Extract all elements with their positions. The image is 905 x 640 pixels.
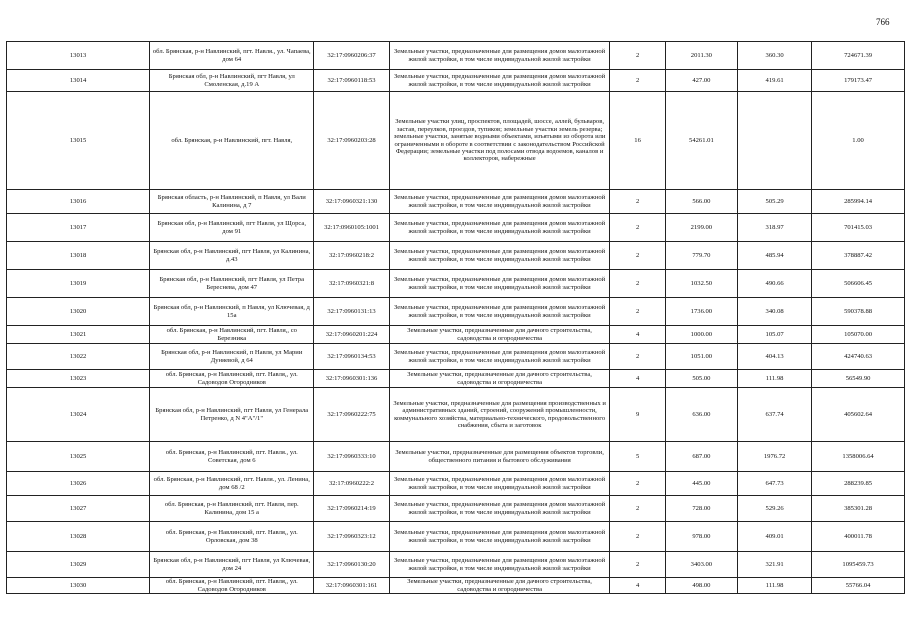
row-number: 13020 <box>7 298 150 326</box>
row-number: 13015 <box>7 92 150 190</box>
specific-value-cell: 647.73 <box>738 472 812 496</box>
cadastral-value-cell: 400011.78 <box>812 522 905 552</box>
area-cell: 687.00 <box>665 442 737 472</box>
land-use-cell: Земельные участки, предназначенные для дачного строительства, садоводства и огородничества <box>389 578 610 594</box>
use-code-cell: 2 <box>610 522 665 552</box>
use-code-cell: 5 <box>610 442 665 472</box>
land-use-cell: Земельные участки, предназначенные для размещения домов малоэтажной жилой застройки, в том числе индивидуальной жилой застройки <box>389 190 610 214</box>
cadastral-value-cell: 378887.42 <box>812 242 905 270</box>
cadastral-value-cell: 56549.90 <box>812 370 905 388</box>
specific-value-cell: 321.91 <box>738 552 812 578</box>
specific-value-cell: 637.74 <box>738 388 812 442</box>
address-cell: обл. Брянская, р-н Навлинский, пгт. Навля., ул. Чапаева, дом 64 <box>150 42 314 70</box>
table-body <box>7 42 905 594</box>
address-cell: обл. Брянская, р-н Навлинский, пгт. Навля,, со Березника <box>150 326 314 344</box>
area-cell: 427.00 <box>665 70 737 92</box>
address-cell: обл. Брянская, р-н Навлинский, пгт. Навля,, ул. Садоводов Огородников <box>150 370 314 388</box>
use-code-cell: 2 <box>610 270 665 298</box>
address-cell: Брянская обл, р-н Навлинский, пгт Навля, ул Щорса, дом 91 <box>150 214 314 242</box>
table-row <box>7 552 905 578</box>
specific-value-cell <box>738 92 812 190</box>
row-number: 13026 <box>7 472 150 496</box>
table-row <box>7 298 905 326</box>
table-row <box>7 442 905 472</box>
use-code-cell: 2 <box>610 552 665 578</box>
specific-value-cell: 105.07 <box>738 326 812 344</box>
table-row <box>7 92 905 190</box>
cadastral-value-cell: 385301.28 <box>812 496 905 522</box>
row-number: 13016 <box>7 190 150 214</box>
cadastral-number-cell: 32:17:0960222:75 <box>314 388 389 442</box>
area-cell: 779.70 <box>665 242 737 270</box>
cadastral-number-cell: 32:17:0960321:130 <box>314 190 389 214</box>
cadastral-number-cell: 32:17:0960321:8 <box>314 270 389 298</box>
address-cell: обл. Брянская, р-н Навлинский, пгт. Навля,, ул. Садоводов Огородников <box>150 578 314 594</box>
use-code-cell: 4 <box>610 370 665 388</box>
cadastral-value-cell: 506606.45 <box>812 270 905 298</box>
address-cell: Брянская область, р-н Навлинский, п Навля, ул Вали Калинина, д 7 <box>150 190 314 214</box>
specific-value-cell: 111.98 <box>738 370 812 388</box>
land-use-cell: Земельные участки, предназначенные для размещения домов малоэтажной жилой застройки, в том числе индивидуальной жилой застройки <box>389 242 610 270</box>
land-use-cell: Земельные участки, предназначенные для размещения объектов торговли, общественного питания и бытового обслуживания <box>389 442 610 472</box>
use-code-cell: 16 <box>610 92 665 190</box>
use-code-cell: 9 <box>610 388 665 442</box>
cadastral-value-cell: 424740.63 <box>812 344 905 370</box>
cadastral-number-cell: 32:17:0960203:28 <box>314 92 389 190</box>
table-row <box>7 472 905 496</box>
table-row <box>7 344 905 370</box>
land-use-cell: Земельные участки, предназначенные для размещения домов малоэтажной жилой застройки, в том числе индивидуальной жилой застройки <box>389 298 610 326</box>
row-number: 13025 <box>7 442 150 472</box>
area-cell: 445.00 <box>665 472 737 496</box>
address-cell: обл. Брянская, р-н Навлинский, пгт. Навля., ул. Ленина, дом 68 /2 <box>150 472 314 496</box>
land-use-cell: Земельные участки, предназначенные для размещения домов малоэтажной жилой застройки, в том числе индивидуальной жилой застройки <box>389 70 610 92</box>
cadastral-value-cell: 1.00 <box>812 92 905 190</box>
cadastral-value-cell: 405602.64 <box>812 388 905 442</box>
table-row <box>7 496 905 522</box>
area-cell: 1000.00 <box>665 326 737 344</box>
use-code-cell: 2 <box>610 298 665 326</box>
cadastral-number-cell: 32:17:0960206:37 <box>314 42 389 70</box>
table-row <box>7 242 905 270</box>
area-cell: 2011.30 <box>665 42 737 70</box>
land-use-cell: Земельные участки, предназначенные для размещения домов малоэтажной жилой застройки, в том числе индивидуальной жилой застройки <box>389 522 610 552</box>
area-cell: 498.00 <box>665 578 737 594</box>
cadastral-number-cell: 32:17:0960214:19 <box>314 496 389 522</box>
cadastral-number-cell: 32:17:0960131:13 <box>314 298 389 326</box>
cadastral-number-cell: 32:17:0960118:53 <box>314 70 389 92</box>
cadastral-value-cell: 285994.14 <box>812 190 905 214</box>
table-row <box>7 190 905 214</box>
table-row <box>7 370 905 388</box>
land-use-cell: Земельные участки, предназначенные для размещения домов малоэтажной жилой застройки, в том числе индивидуальной жилой застройки <box>389 42 610 70</box>
cadastral-value-cell: 590378.88 <box>812 298 905 326</box>
row-number: 13029 <box>7 552 150 578</box>
use-code-cell: 2 <box>610 190 665 214</box>
cadastral-number-cell: 32:17:0960105:1001 <box>314 214 389 242</box>
row-number: 13014 <box>7 70 150 92</box>
specific-value-cell: 409.01 <box>738 522 812 552</box>
specific-value-cell: 360.30 <box>738 42 812 70</box>
use-code-cell: 2 <box>610 42 665 70</box>
land-use-cell: Земельные участки, предназначенные для дачного строительства, садоводства и огородничества <box>389 370 610 388</box>
row-number: 13027 <box>7 496 150 522</box>
address-cell: Брянская обл, р-н Навлинский, п Навля, ул Марии Дуняевой, д 64 <box>150 344 314 370</box>
land-use-cell: Земельные участки, предназначенные для размещения производственных и административных зданий, строений, сооружений промышленности, коммунального хозяйства, материально-технического, продовольственного снабжения, сбыта и заготовок <box>389 388 610 442</box>
specific-value-cell: 505.29 <box>738 190 812 214</box>
use-code-cell: 2 <box>610 70 665 92</box>
specific-value-cell: 529.26 <box>738 496 812 522</box>
area-cell: 978.00 <box>665 522 737 552</box>
row-number: 13017 <box>7 214 150 242</box>
address-cell: Брянская обл, р-н Навлинский, пгт Навля, ул Калинина, д.43 <box>150 242 314 270</box>
area-cell: 636.00 <box>665 388 737 442</box>
area-cell: 566.00 <box>665 190 737 214</box>
specific-value-cell: 485.94 <box>738 242 812 270</box>
address-cell: Брянская обл, р-н Навлинский, пгт Навля, ул Смоленская, д.19 А <box>150 70 314 92</box>
table-row <box>7 42 905 70</box>
address-cell: обл. Брянская, р-н Навлинский, пгт. Навля, пер. Калинина, дом 15 а <box>150 496 314 522</box>
cadastral-number-cell: 32:17:0960218:2 <box>314 242 389 270</box>
cadastral-value-cell: 288239.85 <box>812 472 905 496</box>
table-row <box>7 522 905 552</box>
row-number: 13022 <box>7 344 150 370</box>
cadastral-number-cell: 32:17:0960201:224 <box>314 326 389 344</box>
area-cell: 1736.00 <box>665 298 737 326</box>
table-row <box>7 214 905 242</box>
cadastral-value-cell: 179173.47 <box>812 70 905 92</box>
address-cell: обл. Брянская, р-н Навлинский, пгт. Навля,, ул. Орловская, дом 38 <box>150 522 314 552</box>
specific-value-cell: 419.61 <box>738 70 812 92</box>
area-cell: 54261.01 <box>665 92 737 190</box>
land-use-cell: Земельные участки, предназначенные для размещения домов малоэтажной жилой застройки, в том числе индивидуальной жилой застройки <box>389 552 610 578</box>
use-code-cell: 2 <box>610 496 665 522</box>
cadastral-number-cell: 32:17:0960323:12 <box>314 522 389 552</box>
table-row <box>7 388 905 442</box>
address-cell: Брянская обл, р-н Навлинский, пгт Навля, ул Генерала Петренко, д N 4"А"/1" <box>150 388 314 442</box>
page-number: 766 <box>876 17 890 27</box>
cadastral-value-cell: 105070.00 <box>812 326 905 344</box>
row-number: 13023 <box>7 370 150 388</box>
cadastral-number-cell: 32:17:0960134:53 <box>314 344 389 370</box>
land-use-cell: Земельные участки, предназначенные для дачного строительства, садоводства и огородничества <box>389 326 610 344</box>
row-number: 13021 <box>7 326 150 344</box>
row-number: 13019 <box>7 270 150 298</box>
area-cell: 2199.00 <box>665 214 737 242</box>
use-code-cell: 2 <box>610 242 665 270</box>
address-cell: Брянская обл, р-н Навлинский, пгт Навля, ул Ключевая, дом 24 <box>150 552 314 578</box>
specific-value-cell: 318.97 <box>738 214 812 242</box>
address-cell: обл. Брянская, р-н Навлинский, пгт. Навля., ул. Советская, дом 6 <box>150 442 314 472</box>
land-use-cell: Земельные участки, предназначенные для размещения домов малоэтажной жилой застройки, в том числе индивидуальной жилой застройки <box>389 270 610 298</box>
table-row <box>7 270 905 298</box>
specific-value-cell: 404.13 <box>738 344 812 370</box>
land-use-cell: Земельные участки, предназначенные для размещения домов малоэтажной жилой застройки, в том числе индивидуальной жилой застройки <box>389 344 610 370</box>
address-cell: Брянская обл, р-н Навлинский, п Навля, ул Ключевая, д 15а <box>150 298 314 326</box>
cadastral-value-cell: 55766.04 <box>812 578 905 594</box>
cadastral-number-cell: 32:17:0960301:161 <box>314 578 389 594</box>
land-use-cell: Земельные участки улиц, проспектов, площадей, шоссе, аллей, бульваров, застав, переулков, проездов, тупиков; земельные участки земель резерва; земельные участки, занятые водными объектами, изъятыми из оборота или ограниченными в обороте в соответствии с законодательством Российской Федерации; земельные участки под полосами отвода водоемов, каналов и коллекторов, набережные <box>389 92 610 190</box>
row-number: 13030 <box>7 578 150 594</box>
row-number: 13024 <box>7 388 150 442</box>
table-row <box>7 326 905 344</box>
specific-value-cell: 1976.72 <box>738 442 812 472</box>
cadastral-number-cell: 32:17:0960301:136 <box>314 370 389 388</box>
address-cell: Брянская обл, р-н Навлинский, пгт Навля, ул Петра Береснева, дом 47 <box>150 270 314 298</box>
area-cell: 505.00 <box>665 370 737 388</box>
area-cell: 728.00 <box>665 496 737 522</box>
table-row <box>7 578 905 594</box>
use-code-cell: 2 <box>610 344 665 370</box>
cadastral-value-cell: 701415.03 <box>812 214 905 242</box>
cadastral-value-cell: 1358006.64 <box>812 442 905 472</box>
cadastral-value-table <box>6 41 905 594</box>
land-use-cell: Земельные участки, предназначенные для размещения домов малоэтажной жилой застройки, в том числе индивидуальной жилой застройки <box>389 472 610 496</box>
cadastral-value-cell: 1095459.73 <box>812 552 905 578</box>
specific-value-cell: 340.08 <box>738 298 812 326</box>
cadastral-number-cell: 32:17:0960222:2 <box>314 472 389 496</box>
row-number: 13013 <box>7 42 150 70</box>
cadastral-value-cell: 724671.39 <box>812 42 905 70</box>
area-cell: 3403.00 <box>665 552 737 578</box>
specific-value-cell: 490.66 <box>738 270 812 298</box>
use-code-cell: 2 <box>610 214 665 242</box>
row-number: 13018 <box>7 242 150 270</box>
specific-value-cell: 111.98 <box>738 578 812 594</box>
table-row <box>7 70 905 92</box>
area-cell: 1032.50 <box>665 270 737 298</box>
use-code-cell: 2 <box>610 472 665 496</box>
area-cell: 1051.00 <box>665 344 737 370</box>
cadastral-number-cell: 32:17:0960130:20 <box>314 552 389 578</box>
land-use-cell: Земельные участки, предназначенные для размещения домов малоэтажной жилой застройки, в том числе индивидуальной жилой застройки <box>389 214 610 242</box>
use-code-cell: 4 <box>610 326 665 344</box>
address-cell: обл. Брянская, р-н Навлинский, пгт. Навля, <box>150 92 314 190</box>
cadastral-number-cell: 32:17:0960333:10 <box>314 442 389 472</box>
land-use-cell: Земельные участки, предназначенные для размещения домов малоэтажной жилой застройки, в том числе индивидуальной жилой застройки <box>389 496 610 522</box>
row-number: 13028 <box>7 522 150 552</box>
use-code-cell: 4 <box>610 578 665 594</box>
